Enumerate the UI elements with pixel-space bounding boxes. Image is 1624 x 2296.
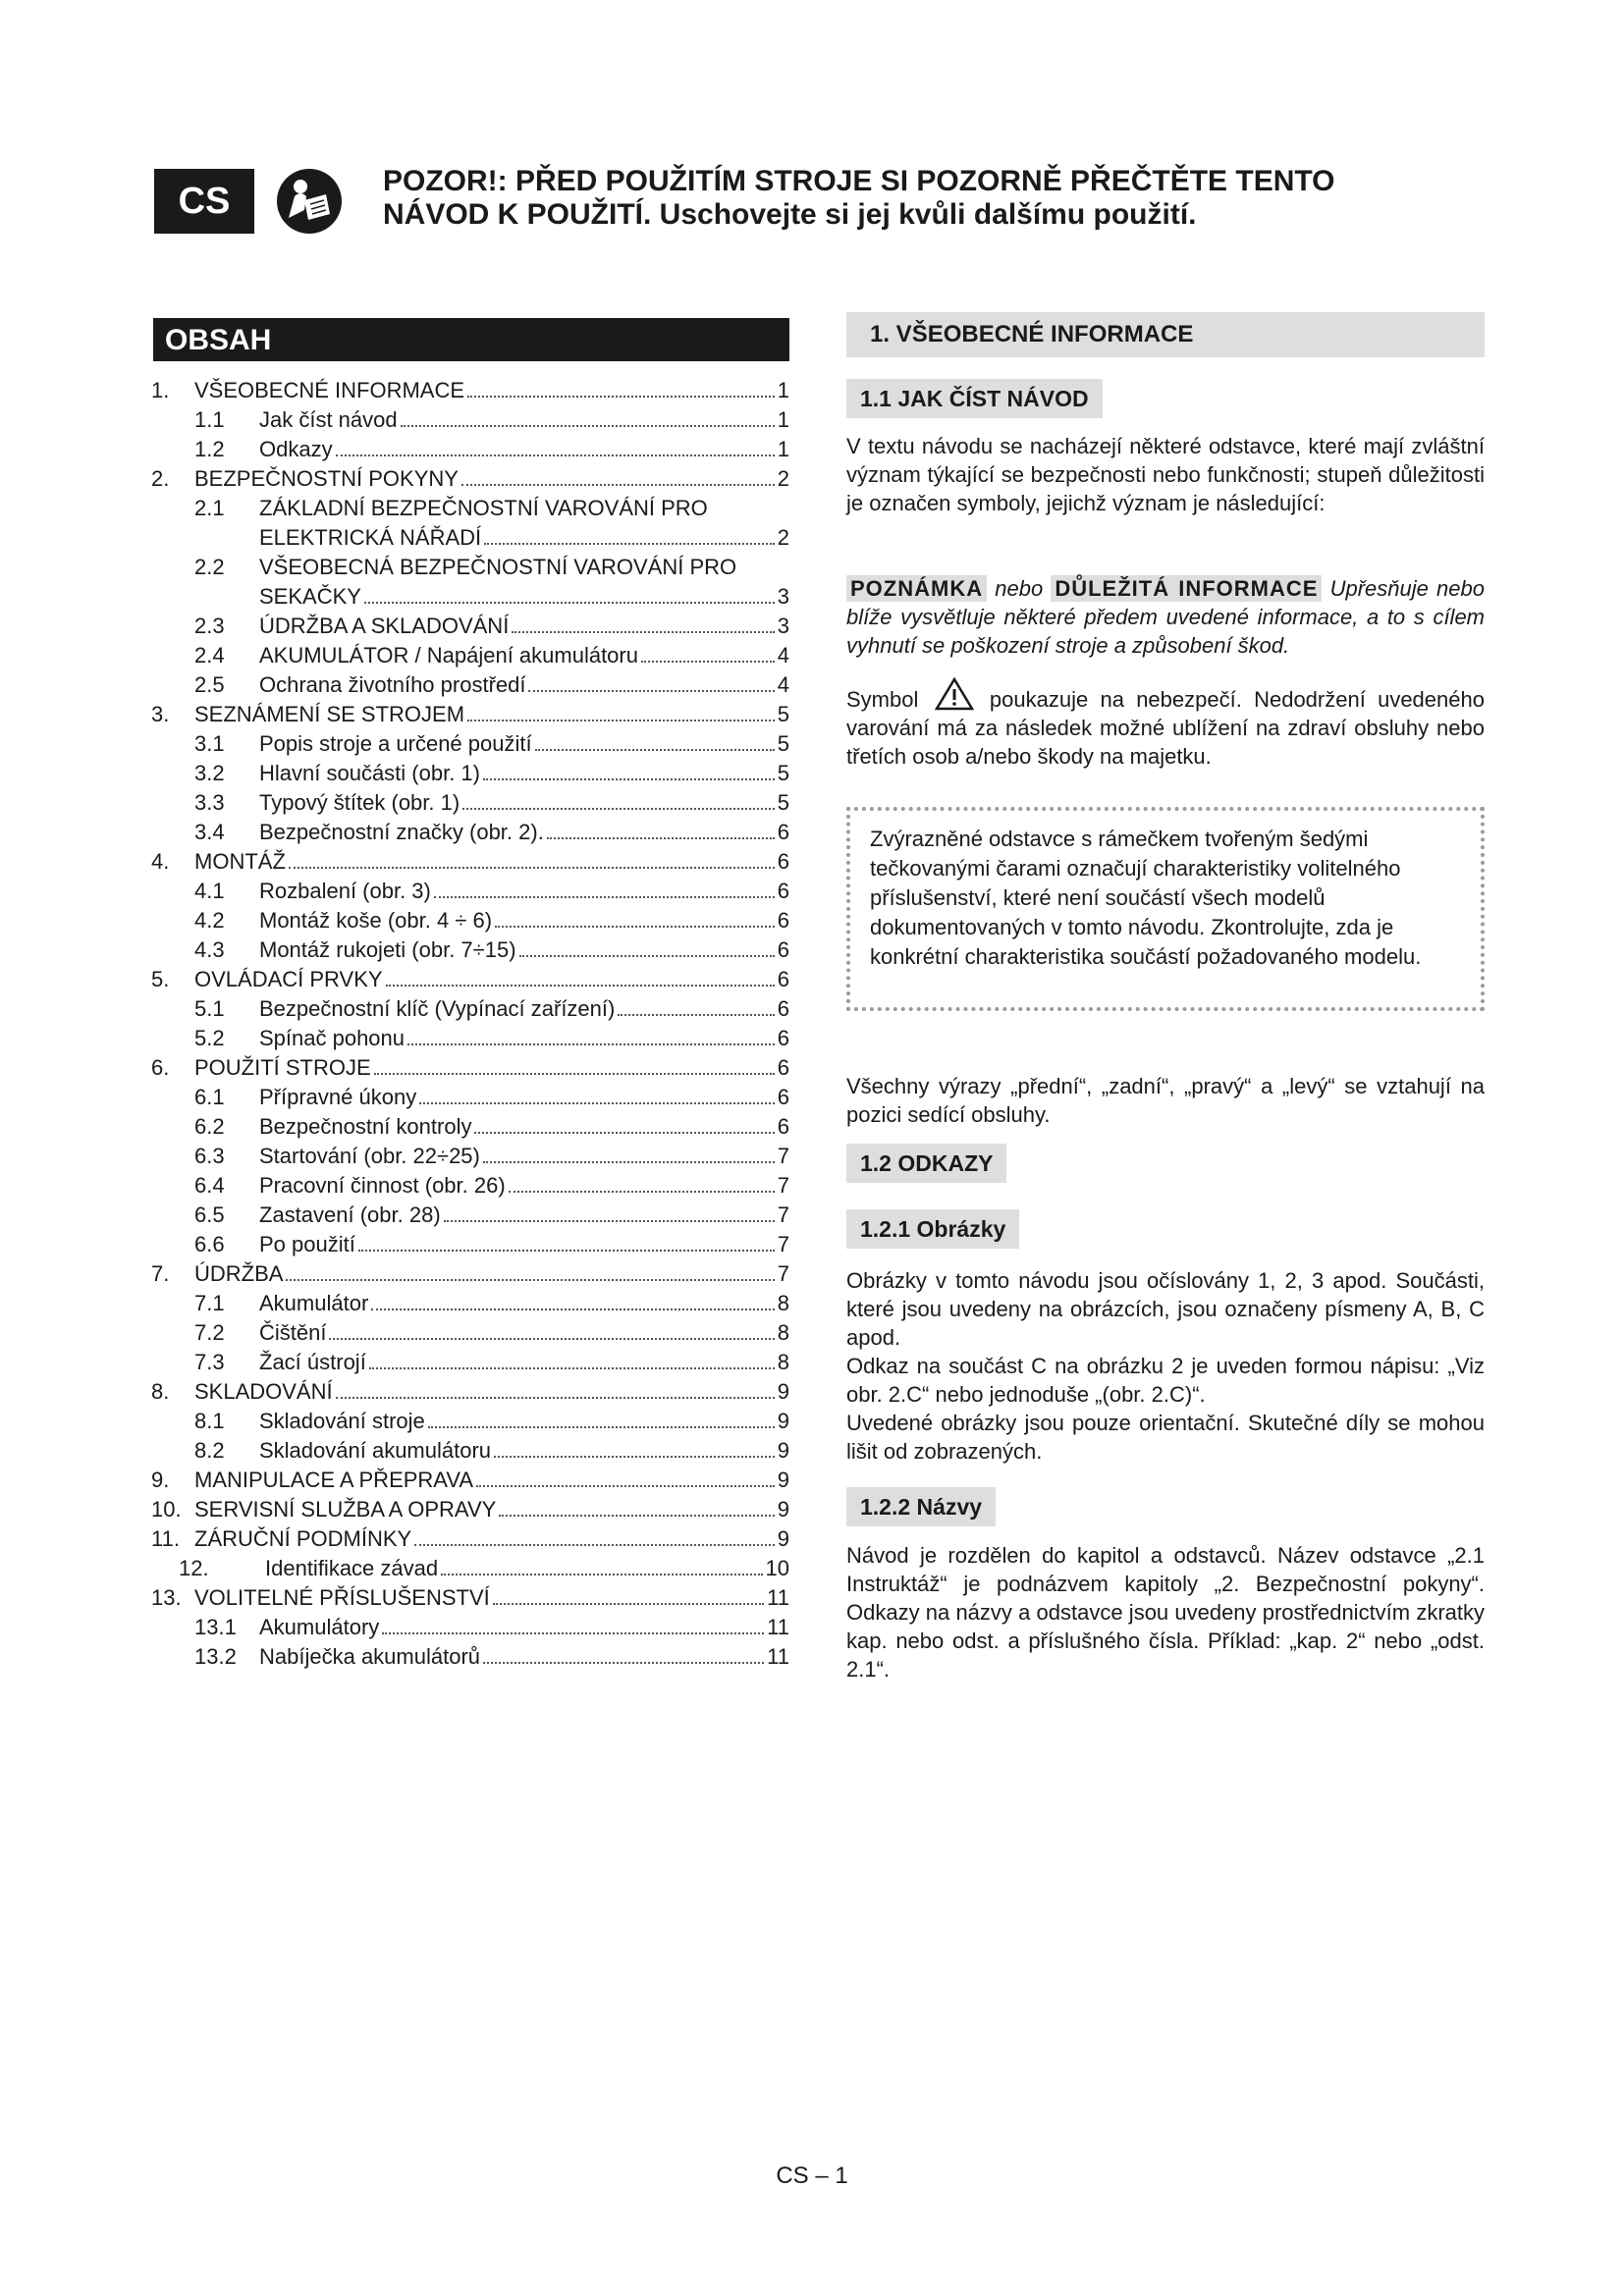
toc-entry-number: 7.1 — [194, 1291, 225, 1315]
toc-entry — [151, 1083, 789, 1112]
toc-entry-page: 9 — [777, 1438, 789, 1463]
warning-header — [383, 165, 1365, 232]
toc-entry-number: 1.1 — [194, 407, 225, 432]
toc-leader-dots — [289, 867, 775, 869]
subsection-1-2-1-heading: 1.2.1 Obrázky — [846, 1209, 1019, 1249]
toc-entry — [151, 1407, 789, 1436]
figures-paragraph-2: Odkaz na součást C na obrázku 2 je uveden formou nápisu: „Viz obr. 2.C“ nebo jednoduše „(obr. 2.C)“. — [846, 1354, 1485, 1407]
toc-leader-dots — [476, 1485, 775, 1487]
toc-entry-page: 11 — [767, 1615, 789, 1639]
toc-entry-page: 6 — [777, 1085, 789, 1109]
toc-leader-dots — [461, 484, 775, 486]
toc-entry-title: VOLITELNÉ PŘÍSLUŠENSTVÍ — [194, 1585, 490, 1610]
toc-entry-title: Montáž koše (obr. 4 ÷ 6) — [259, 908, 493, 933]
symbol-text-b: poukazuje na nebezpečí. Nedodržení uvedeného varování má za následek možné ublížení na zdraví obsluhy nebo třetích osob a/nebo škody na majetku. — [846, 687, 1485, 769]
toc-entry — [151, 1466, 789, 1495]
toc-entry-page: 1 — [777, 407, 789, 432]
toc-entry-page: 9 — [777, 1526, 789, 1551]
toc-leader-dots — [535, 749, 775, 751]
toc-leader-dots — [336, 454, 775, 456]
toc-entry-number: 2. — [151, 466, 170, 491]
toc-entry — [151, 1377, 789, 1407]
toc-leader-dots — [371, 1308, 774, 1310]
symbol-paragraph — [846, 677, 1485, 771]
toc-entry-number: 5. — [151, 967, 170, 991]
toc-entry-page: 11 — [767, 1585, 789, 1610]
toc-entry-number: 6.3 — [194, 1144, 225, 1168]
toc-entry-page: 9 — [777, 1409, 789, 1433]
toc-entry-number: 12. — [179, 1556, 209, 1580]
toc-entry-title: Ochrana životního prostředí — [259, 672, 526, 697]
toc-leader-dots — [467, 720, 775, 721]
toc-entry-title: VŠEOBECNÉ INFORMACE — [194, 378, 465, 402]
toc-entry-page: 6 — [777, 849, 789, 874]
toc-leader-dots — [329, 1338, 774, 1340]
toc-entry-page: 4 — [777, 643, 789, 667]
toc-leader-dots — [386, 985, 775, 987]
toc-entry-title: Skladování stroje — [259, 1409, 425, 1433]
toc-leader-dots — [358, 1250, 775, 1252]
toc-entry-page: 2 — [777, 525, 789, 550]
toc-entry — [151, 670, 789, 700]
toc-leader-dots — [494, 1456, 775, 1458]
toc-entry-number: 7. — [151, 1261, 170, 1286]
toc-leader-dots — [428, 1426, 775, 1428]
toc-entry-title: Typový štítek (obr. 1) — [259, 790, 460, 815]
toc-entry-page: 9 — [777, 1497, 789, 1522]
toc-entry-title: ZÁKLADNÍ BEZPEČNOSTNÍ VAROVÁNÍ PRO — [259, 496, 708, 520]
warning-triangle-icon — [935, 677, 974, 711]
optional-feature-box — [846, 807, 1485, 1011]
toc-entry — [151, 494, 789, 523]
toc-entry — [151, 376, 789, 405]
toc-entry-number: 6.6 — [194, 1232, 225, 1256]
toc-leader-dots — [434, 896, 775, 898]
toc-entry — [151, 612, 789, 641]
toc-leader-dots — [618, 1014, 774, 1016]
toc-entry — [151, 1495, 789, 1524]
toc-entry-title: VŠEOBECNÁ BEZPEČNOSTNÍ VAROVÁNÍ PRO — [259, 555, 737, 579]
toc-entry-number: 7.2 — [194, 1320, 225, 1345]
toc-entry-number: 9. — [151, 1468, 170, 1492]
toc-leader-dots — [444, 1220, 775, 1222]
toc-entry-number: 2.2 — [194, 555, 225, 579]
table-of-contents — [151, 376, 789, 1672]
toc-entry — [151, 818, 789, 847]
optional-feature-text: Zvýrazněné odstavce s rámečkem tvořeným šedými tečkovanými čarami označují charakteristiky volitelného příslušenství, které není součástí všech modelů dokumentovaných v tomto návodu. Zkontrolujte, zda je konkrétní charakteristika součástí požadovaného modelu. — [870, 827, 1422, 969]
toc-entry — [151, 553, 789, 582]
toc-entry-title: Montáž rukojeti (obr. 7÷15) — [259, 937, 516, 962]
toc-entry-number: 2.3 — [194, 614, 225, 638]
toc-entry — [151, 1171, 789, 1201]
toc-entry — [151, 877, 789, 906]
toc-leader-dots — [519, 955, 775, 957]
toc-entry-title: Bezpečnostní kontroly — [259, 1114, 472, 1139]
toc-entry-page: 3 — [777, 614, 789, 638]
toc-entry-number: 3.4 — [194, 820, 225, 844]
toc-entry-page: 8 — [777, 1350, 789, 1374]
toc-leader-dots — [547, 837, 775, 839]
toc-leader-dots — [528, 690, 774, 692]
toc-entry-page: 11 — [767, 1644, 789, 1669]
toc-leader-dots — [401, 425, 775, 427]
toc-entry — [151, 641, 789, 670]
toc-entry-number: 5.1 — [194, 996, 225, 1021]
toc-entry-number: 3. — [151, 702, 170, 726]
toc-entry-title: ÚDRŽBA A SKLADOVÁNÍ — [259, 614, 510, 638]
subsection-1-2-2-heading: 1.2.2 Názvy — [846, 1487, 996, 1526]
toc-entry-page: 7 — [777, 1144, 789, 1168]
toc-entry — [151, 464, 789, 494]
language-badge: CS — [154, 169, 254, 234]
read-manual-icon — [275, 167, 344, 236]
toc-entry-title: SKLADOVÁNÍ — [194, 1379, 333, 1404]
toc-entry-title: MONTÁŽ — [194, 849, 286, 874]
toc-leader-dots — [414, 1544, 775, 1546]
toc-entry — [151, 965, 789, 994]
toc-entry-number: 2.5 — [194, 672, 225, 697]
toc-entry-title: Jak číst návod — [259, 407, 398, 432]
section-1-heading: 1. VŠEOBECNÉ INFORMACE — [846, 312, 1485, 357]
toc-leader-dots — [509, 1191, 775, 1193]
toc-leader-dots — [336, 1397, 775, 1399]
toc-entry-title: Odkazy — [259, 437, 333, 461]
toc-title: OBSAH — [153, 318, 789, 361]
toc-entry-page: 6 — [777, 996, 789, 1021]
toc-entry-page: 6 — [777, 1055, 789, 1080]
position-paragraph: Všechny výrazy „přední“, „zadní“, „pravý“ a „levý“ se vztahují na pozici sedící obsluhy. — [846, 1074, 1485, 1127]
toc-entry-title: Spínač pohonu — [259, 1026, 406, 1050]
subsection-1-2-heading: 1.2 ODKAZY — [846, 1144, 1006, 1183]
toc-entry-title-cont: ELEKTRICKÁ NÁŘADÍ — [259, 525, 482, 550]
toc-entry-title: SEZNÁMENÍ SE STROJEM — [194, 702, 465, 726]
toc-entry-page: 6 — [777, 879, 789, 903]
toc-entry-title: ÚDRŽBA — [194, 1261, 284, 1286]
toc-leader-dots — [483, 1161, 775, 1163]
toc-entry-number: 13. — [151, 1585, 182, 1610]
toc-entry — [151, 788, 789, 818]
toc-entry — [151, 1024, 789, 1053]
toc-entry — [151, 729, 789, 759]
toc-entry-page: 7 — [777, 1261, 789, 1286]
toc-leader-dots — [467, 396, 775, 398]
toc-entry-page: 5 — [777, 790, 789, 815]
toc-entry — [151, 847, 789, 877]
toc-entry-page: 1 — [777, 437, 789, 461]
toc-entry-page: 1 — [777, 378, 789, 402]
toc-entry-page: 6 — [777, 908, 789, 933]
toc-entry-title: AKUMULÁTOR / Napájení akumulátoru — [259, 643, 638, 667]
note-label-dulezita: DŮLEŽITÁ INFORMACE — [1051, 575, 1322, 602]
toc-leader-dots — [483, 1662, 764, 1664]
toc-entry-number: 6.5 — [194, 1202, 225, 1227]
toc-entry-title: POUŽITÍ STROJE — [194, 1055, 371, 1080]
figures-paragraph-3: Uvedené obrázky jsou pouze orientační. Skutečné díly se mohou lišit od zobrazených. — [846, 1411, 1485, 1464]
toc-entry-title: Identifikace závad — [265, 1556, 439, 1580]
note-paragraph — [846, 574, 1485, 660]
toc-entry-page: 9 — [777, 1468, 789, 1492]
toc-entry-number: 8.2 — [194, 1438, 225, 1463]
toc-entry-number: 6.4 — [194, 1173, 225, 1198]
toc-entry-number: 2.4 — [194, 643, 225, 667]
toc-entry — [151, 1053, 789, 1083]
toc-entry — [151, 935, 789, 965]
toc-entry — [151, 435, 789, 464]
toc-entry-page: 7 — [777, 1173, 789, 1198]
note-text: Upřesňuje nebo blíže vysvětluje některé předem uvedené informace, a to s cílem vyhnutí se poškození stroje a způsobení škod. — [846, 576, 1485, 658]
subsection-1-1-heading: 1.1 JAK ČÍST NÁVOD — [846, 379, 1103, 418]
toc-entry-number: 7.3 — [194, 1350, 225, 1374]
toc-entry — [151, 906, 789, 935]
toc-leader-dots — [441, 1574, 762, 1575]
toc-entry-page: 6 — [777, 1026, 789, 1050]
toc-entry-number: 3.1 — [194, 731, 225, 756]
toc-entry-number: 1. — [151, 378, 170, 402]
toc-entry-number: 10. — [151, 1497, 182, 1522]
toc-leader-dots — [484, 543, 775, 545]
page-number: CS – 1 — [776, 2163, 848, 2189]
toc-entry-title: Bezpečnostní značky (obr. 2). — [259, 820, 544, 844]
toc-entry-page: 6 — [777, 937, 789, 962]
toc-entry — [151, 1436, 789, 1466]
toc-entry-title: OVLÁDACÍ PRVKY — [194, 967, 383, 991]
toc-entry-page: 8 — [777, 1291, 789, 1315]
subsection-1-2-1-text — [846, 1266, 1485, 1466]
toc-entry-number: 11. — [151, 1526, 180, 1551]
toc-entry-title: Akumulátor — [259, 1291, 369, 1315]
toc-entry-number: 4.1 — [194, 879, 225, 903]
toc-entry-page: 2 — [777, 466, 789, 491]
toc-entry-page: 6 — [777, 967, 789, 991]
toc-leader-dots — [499, 1515, 774, 1517]
toc-entry-number: 1.2 — [194, 437, 225, 461]
toc-entry — [151, 1112, 789, 1142]
toc-entry-title: Nabíječka akumulátorů — [259, 1644, 481, 1669]
toc-entry-number: 8.1 — [194, 1409, 225, 1433]
toc-entry-title: Zastavení (obr. 28) — [259, 1202, 441, 1227]
toc-entry-continued — [151, 523, 789, 553]
toc-entry-number: 8. — [151, 1379, 170, 1404]
toc-leader-dots — [474, 1132, 774, 1134]
toc-entry-page: 6 — [777, 820, 789, 844]
toc-entry-number: 13.2 — [194, 1644, 237, 1669]
subsection-1-2-2-text: Návod je rozdělen do kapitol a odstavců. Název odstavce „2.1 Instruktáž“ je podnázvem kapitoly „2. Bezpečnostní pokyny“. Odkazy na názvy a odstavce jsou uvedeny prostřednictvím zkratky kap. nebo odst. a příslušného čísla. Příklad: „kap. 2“ nebo „odst. 2.1“. — [846, 1543, 1485, 1682]
toc-entry-title: ZÁRUČNÍ PODMÍNKY — [194, 1526, 412, 1551]
toc-entry — [151, 759, 789, 788]
toc-entry-title: Startování (obr. 22÷25) — [259, 1144, 480, 1168]
toc-entry-title: Pracovní činnost (obr. 26) — [259, 1173, 506, 1198]
toc-entry-title: Čištění — [259, 1320, 327, 1345]
toc-entry — [151, 1318, 789, 1348]
toc-entry-title: Akumulátory — [259, 1615, 380, 1639]
toc-entry-page: 3 — [777, 584, 789, 609]
toc-entry — [151, 700, 789, 729]
toc-entry-continued — [151, 582, 789, 612]
toc-entry-title: SERVISNÍ SLUŽBA A OPRAVY — [194, 1497, 497, 1522]
toc-entry-page: 8 — [777, 1320, 789, 1345]
toc-entry-page: 7 — [777, 1232, 789, 1256]
warning-line-1: POZOR!: PŘED POUŽITÍM STROJE SI POZORNĚ PŘEČTĚTE TENTO — [383, 165, 1335, 197]
toc-entry-title: Po použití — [259, 1232, 355, 1256]
warning-line-2: NÁVOD K POUŽITÍ. Uschovejte si jej kvůli dalšímu použití. — [383, 198, 1197, 231]
toc-entry-title: BEZPEČNOSTNÍ POKYNY — [194, 466, 459, 491]
toc-entry-title: Hlavní součásti (obr. 1) — [259, 761, 480, 785]
toc-entry-title: Přípravné úkony — [259, 1085, 417, 1109]
toc-leader-dots — [407, 1043, 775, 1045]
toc-entry — [151, 405, 789, 435]
toc-entry-page: 5 — [777, 702, 789, 726]
note-or: nebo — [995, 576, 1044, 601]
toc-leader-dots — [462, 808, 775, 810]
toc-leader-dots — [364, 602, 775, 604]
toc-entry — [151, 994, 789, 1024]
toc-leader-dots — [495, 926, 775, 928]
subsection-1-1-text: V textu návodu se nacházejí některé odstavce, které mají zvláštní význam týkající se bezpečnosti nebo funkčnosti; stupeň důležitosti je označen symboly, jejichž význam je následující: — [846, 434, 1485, 515]
toc-entry-number: 6.2 — [194, 1114, 225, 1139]
toc-entry-page: 6 — [777, 1114, 789, 1139]
toc-entry — [151, 1142, 789, 1171]
toc-entry — [151, 1524, 789, 1554]
toc-entry-title: Popis stroje a určené použití — [259, 731, 532, 756]
toc-entry — [151, 1259, 789, 1289]
toc-entry-number: 13.1 — [194, 1615, 237, 1639]
toc-entry-number: 4.3 — [194, 937, 225, 962]
toc-leader-dots — [382, 1632, 764, 1634]
toc-entry-number: 5.2 — [194, 1026, 225, 1050]
toc-entry — [151, 1201, 789, 1230]
toc-leader-dots — [512, 631, 774, 633]
toc-entry-number: 2.1 — [194, 496, 225, 520]
toc-entry-page: 9 — [777, 1379, 789, 1404]
toc-entry — [151, 1230, 789, 1259]
toc-entry-title: Bezpečnostní klíč (Vypínací zařízení) — [259, 996, 616, 1021]
toc-leader-dots — [641, 661, 775, 663]
note-label-poznamka: POZNÁMKA — [846, 575, 987, 602]
figures-paragraph-1: Obrázky v tomto návodu jsou očíslovány 1, 2, 3 apod. Součásti, které jsou uvedeny na obrázcích, jsou označeny písmeny A, B, C apod. — [846, 1268, 1485, 1350]
toc-leader-dots — [483, 778, 775, 780]
toc-entry-page: 4 — [777, 672, 789, 697]
toc-entry — [151, 1348, 789, 1377]
toc-entry-title: Rozbalení (obr. 3) — [259, 879, 431, 903]
toc-entry — [151, 1613, 789, 1642]
toc-entry — [151, 1554, 789, 1583]
toc-entry-page: 10 — [765, 1556, 789, 1580]
toc-entry-number: 4.2 — [194, 908, 225, 933]
toc-leader-dots — [419, 1102, 775, 1104]
toc-leader-dots — [286, 1279, 774, 1281]
toc-leader-dots — [493, 1603, 764, 1605]
toc-entry-title: MANIPULACE A PŘEPRAVA — [194, 1468, 474, 1492]
toc-entry-number: 3.2 — [194, 761, 225, 785]
toc-entry-number: 3.3 — [194, 790, 225, 815]
toc-entry-title: Žací ústrojí — [259, 1350, 366, 1374]
toc-entry-page: 5 — [777, 761, 789, 785]
toc-entry-title: Skladování akumulátoru — [259, 1438, 492, 1463]
toc-entry-number: 6.1 — [194, 1085, 225, 1109]
symbol-text-a: Symbol — [846, 687, 919, 712]
toc-leader-dots — [369, 1367, 775, 1369]
toc-entry-title-cont: SEKAČKY — [259, 584, 361, 609]
toc-entry-number: 6. — [151, 1055, 170, 1080]
toc-entry-number: 4. — [151, 849, 170, 874]
toc-entry — [151, 1583, 789, 1613]
toc-entry — [151, 1289, 789, 1318]
toc-entry-page: 5 — [777, 731, 789, 756]
toc-entry-page: 7 — [777, 1202, 789, 1227]
toc-entry — [151, 1642, 789, 1672]
toc-leader-dots — [374, 1073, 775, 1075]
